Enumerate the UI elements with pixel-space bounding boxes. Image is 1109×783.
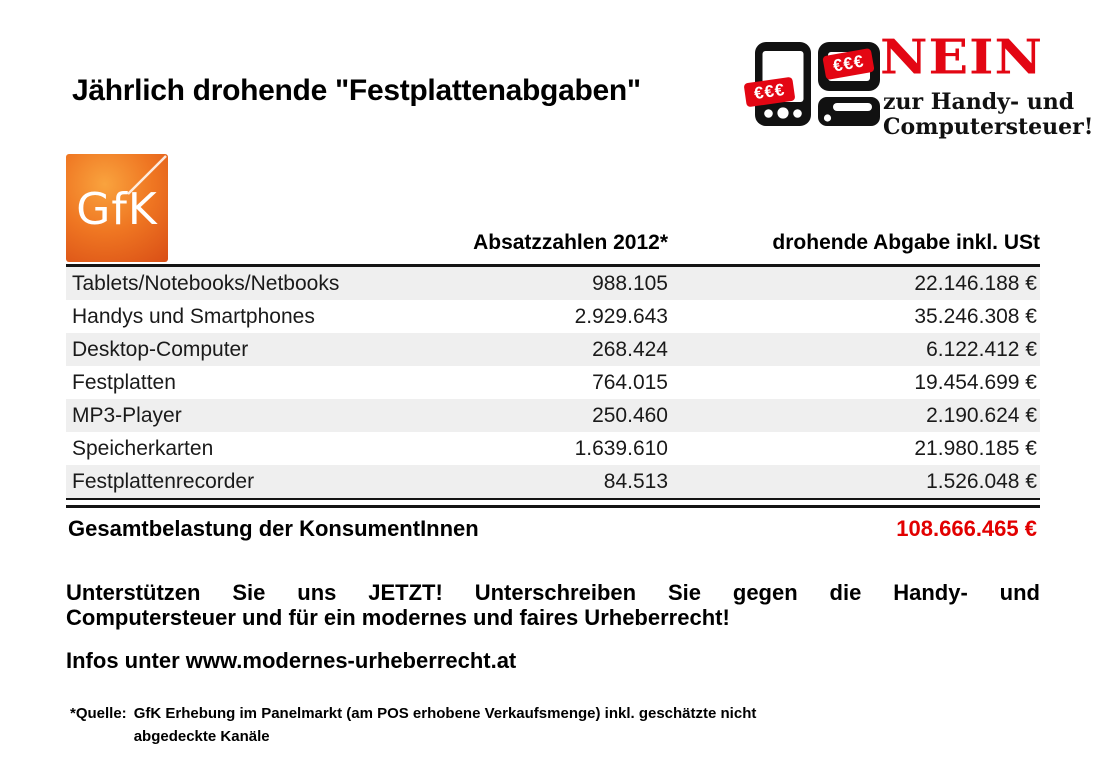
call-to-action-line2: Computersteuer und für ein modernes und faires Urheberrecht! xyxy=(66,605,730,630)
call-to-action-line1: Unterstützen Sie uns JETZT! Unterschreiben Sie gegen die Handy- und xyxy=(66,580,1040,605)
table-total-row xyxy=(66,508,1040,550)
sales-cell: 84.513 xyxy=(603,469,668,493)
info-url-line: Infos unter www.modernes-urheberrecht.at xyxy=(66,648,517,673)
table-row xyxy=(66,399,1040,432)
levy-cell: 35.246.308 € xyxy=(914,304,1037,328)
levy-cell: 21.980.185 € xyxy=(914,436,1037,460)
table-row xyxy=(66,465,1040,498)
levy-cell: 6.122.412 € xyxy=(926,337,1037,361)
table-header xyxy=(66,212,1040,264)
sales-cell: 2.929.643 xyxy=(574,304,668,328)
table-row xyxy=(66,300,1040,333)
sales-cell: 250.460 xyxy=(592,403,668,427)
euro-sticker: €€€ xyxy=(822,48,875,80)
euro-sticker: €€€ xyxy=(744,77,796,108)
sales-cell: 988.105 xyxy=(592,271,668,295)
levy-cell: 1.526.048 € xyxy=(926,469,1037,493)
footnote-prefix: *Quelle: xyxy=(70,705,127,722)
levy-cell: 22.146.188 € xyxy=(914,271,1037,295)
campaign-nein-text: NEIN xyxy=(880,29,1044,86)
product-cell: Festplattenrecorder xyxy=(72,469,255,493)
campaign-subtitle-line1: zur Handy- und xyxy=(883,89,1075,115)
source-footnote xyxy=(70,703,756,748)
gfk-logo-text: GfK xyxy=(76,184,158,235)
page-title: Jährlich drohende "Festplattenabgaben" xyxy=(72,74,641,107)
table-total-separator xyxy=(66,498,1040,502)
header-levy: drohende Abgabe inkl. USt xyxy=(772,231,1040,254)
product-cell: Desktop-Computer xyxy=(72,337,249,361)
campaign-subtitle xyxy=(883,90,1093,139)
sales-cell: 268.424 xyxy=(592,337,668,361)
footnote-body xyxy=(134,703,757,748)
sales-cell: 1.639.610 xyxy=(574,436,668,460)
footnote-line1: GfK Erhebung im Panelmarkt (am POS erhobene Verkaufsmenge) inkl. geschätzte nicht xyxy=(133,705,757,722)
campaign-subtitle-line2: Computersteuer! xyxy=(883,113,1094,140)
product-cell: Handys und Smartphones xyxy=(72,304,315,328)
product-cell: Tablets/Notebooks/Netbooks xyxy=(72,271,340,295)
total-label: Gesamtbelastung der KonsumentInnen xyxy=(68,516,479,541)
product-cell: MP3-Player xyxy=(72,403,182,427)
levy-cell: 19.454.699 € xyxy=(914,370,1037,394)
table-row xyxy=(66,267,1040,300)
table-row xyxy=(66,366,1040,399)
levy-table xyxy=(66,212,1040,550)
campaign-logo xyxy=(740,24,1094,149)
table-row xyxy=(66,432,1040,465)
product-cell: Festplatten xyxy=(72,370,176,394)
levy-cell: 2.190.624 € xyxy=(926,403,1037,427)
footnote-line2: abgedeckte Kanäle xyxy=(133,727,270,745)
call-to-action xyxy=(66,580,1040,630)
total-value: 108.666.465 € xyxy=(896,516,1037,541)
sales-cell: 764.015 xyxy=(592,370,668,394)
product-cell: Speicherkarten xyxy=(72,436,214,460)
header-sales: Absatzzahlen 2012* xyxy=(473,231,668,254)
table-row xyxy=(66,333,1040,366)
